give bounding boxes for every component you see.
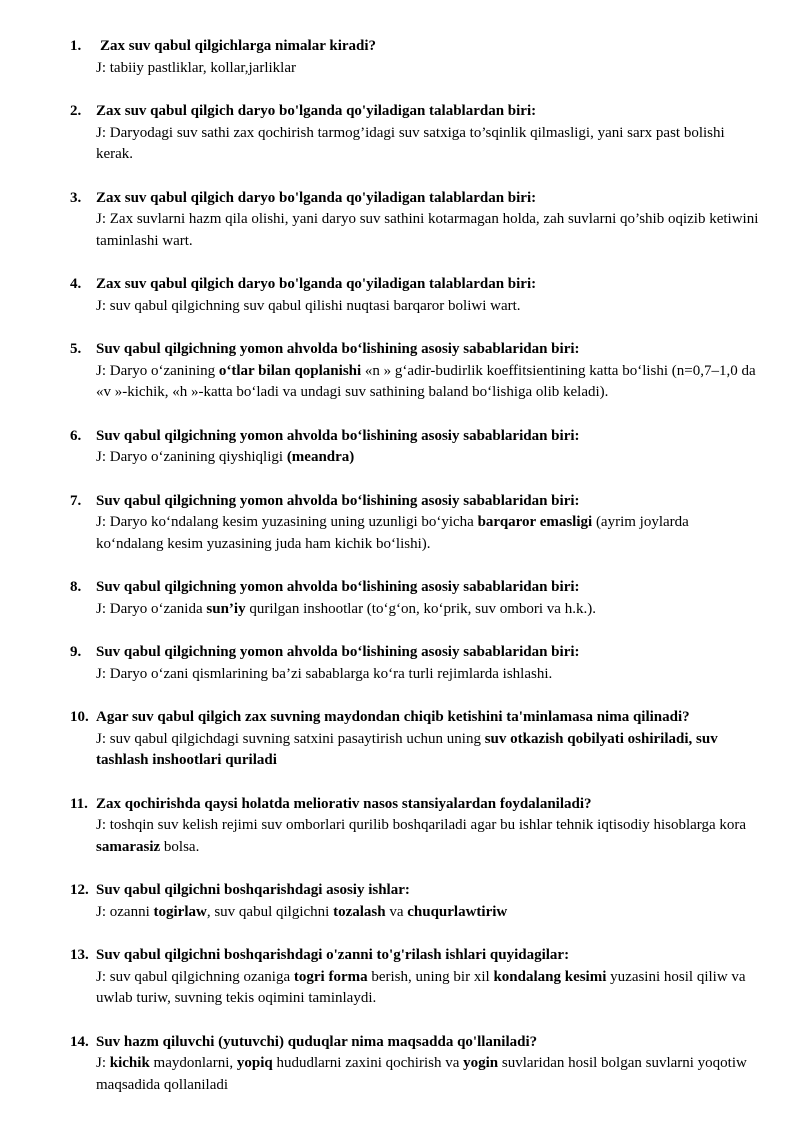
question-text: Suv qabul qilgichni boshqarishdagi o'zanni to'g'rilash ishlari quyidagilar: [96, 947, 570, 963]
question-text: Zax suv qabul qilgich daryo bo'lganda qo'yiladigan talablardan biri: [96, 103, 537, 119]
question-item [0, 945, 800, 1010]
answer-emphasis: kondalang kesimi [493, 968, 607, 985]
answer-emphasis: o‘tlar bilan qoplanishi [218, 362, 362, 379]
question-text: Zax suv qabul qilgich daryo bo'lganda qo'yiladigan talablardan biri: [96, 276, 537, 292]
answer-segment: berish, uning bir xil [367, 968, 494, 985]
question-number: 9. [70, 644, 82, 660]
answer-emphasis: sun’iy [206, 600, 246, 617]
question-number: 4. [70, 276, 82, 292]
question-item [0, 339, 800, 404]
answer-segment: bolsa. [160, 838, 200, 855]
answer-segment: J: Daryo o‘zanining qiyshiqligi [96, 449, 287, 465]
answer-segment: , suv qabul qilgichni [206, 903, 334, 920]
answer-segment: J: Daryo o‘zanida [96, 600, 207, 617]
answer-text [96, 664, 760, 686]
answer-text [96, 447, 760, 469]
question-item [0, 880, 800, 923]
answer-text [96, 58, 760, 80]
question-text: Suv qabul qilgichni boshqarishdagi asosiy ishlar: [96, 882, 410, 898]
answer-emphasis: yogin [463, 1055, 499, 1071]
answer-text [96, 361, 760, 404]
question-item [0, 1032, 800, 1097]
question-number: 2. [70, 103, 82, 119]
question-item [0, 577, 800, 620]
answer-segment: J: toshqin suv kelish rejimi suv omborlari qurilib boshqariladi agar bu ishlar tehnik iqtisodiy hisoblarga kora [96, 817, 747, 833]
question-item [0, 426, 800, 469]
answer-segment: J: ozanni [96, 903, 154, 920]
answer-segment: J: suv qabul qilgichning suv qabul qilishi nuqtasi barqaror boliwi wart. [96, 297, 521, 314]
question-item [0, 188, 800, 253]
answer-segment: J: Daryo o‘zanining [96, 362, 219, 379]
answer-text [96, 296, 760, 318]
question-text: Suv qabul qilgichning yomon ahvolda bo‘lishining asosiy sabablaridan biri: [96, 492, 580, 509]
question-item [0, 274, 800, 317]
question-item [0, 36, 800, 79]
answer-emphasis: kichik [109, 1055, 150, 1071]
answer-emphasis: togirlaw [153, 903, 207, 920]
question-number: 8. [70, 579, 82, 595]
answer-text [96, 902, 760, 924]
answer-emphasis: tozalash [333, 903, 386, 920]
answer-emphasis: togri forma [293, 968, 368, 985]
answer-emphasis: suv otkazish qobilyati oshiriladi, suv tashlash inshootlari quriladi [96, 730, 718, 768]
question-item [0, 794, 800, 859]
question-number: 5. [70, 341, 82, 357]
question-number: 10. [70, 709, 89, 725]
answer-segment: hududlarni zaxini qochirish va [272, 1055, 464, 1071]
answer-segment: J: Zax suvlarni hazm qila olishi, yani daryo suv sathini kotarmagan holda, zah suvlarni qo’shib oqizib ketiwini taminlashi wart. [96, 211, 759, 249]
question-text: Suv qabul qilgichning yomon ahvolda bo‘lishining asosiy sabablaridan biri: [96, 341, 580, 357]
question-text: Zax qochirishda qaysi holatda meliorativ nasos stansiyalardan foydalaniladi? [96, 795, 592, 812]
question-number: 6. [70, 427, 82, 444]
answer-segment: J: suv qabul qilgichning ozaniga [96, 968, 294, 985]
answer-text [96, 209, 760, 252]
answer-segment: J: Daryo ko‘ndalang kesim yuzasining uning uzunligi bo‘yicha [96, 514, 478, 530]
answer-segment: J: [96, 1055, 110, 1071]
question-text: Suv qabul qilgichning yomon ahvolda bo‘lishining asosiy sabablaridan biri: [96, 579, 580, 595]
answer-segment: J: tabiiy pastliklar, kollar,jarliklar [96, 59, 296, 76]
answer-emphasis: barqaror emasligi [477, 514, 593, 530]
answer-segment: va [385, 903, 408, 920]
question-item [0, 707, 800, 772]
question-text: Suv qabul qilgichning yomon ahvolda bo‘lishining asosiy sabablaridan biri: [96, 427, 580, 444]
question-text: Zax suv qabul qilgichlarga nimalar kiradi? [100, 38, 377, 54]
answer-text [96, 599, 760, 621]
question-item [0, 642, 800, 685]
answer-segment: maydonlarni, [149, 1055, 237, 1071]
question-number: 13. [70, 947, 89, 963]
answer-emphasis: yopiq [236, 1055, 273, 1071]
question-number: 7. [70, 492, 82, 509]
question-text: Suv qabul qilgichning yomon ahvolda bo‘lishining asosiy sabablaridan biri: [96, 644, 580, 660]
question-number: 12. [70, 882, 89, 898]
answer-segment: J: suv qabul qilgichdagi suvning satxini pasaytirish uchun uning [96, 730, 485, 747]
answer-text [96, 512, 760, 555]
answer-text [96, 729, 760, 772]
question-number: 11. [70, 795, 88, 812]
question-item [0, 101, 800, 166]
answer-segment: suvlaridan hosil bolgan suvlarni yoqotiw maqsadida qollaniladi [96, 1055, 747, 1093]
question-text: Suv hazm qiluvchi (yutuvchi) quduqlar nima maqsadda qo'llaniladi? [96, 1033, 538, 1050]
question-text: Agar suv qabul qilgich zax suvning maydondan chiqib ketishini ta'minlamasa nima qilinadi? [96, 709, 690, 725]
answer-segment: (ayrim joylarda ko‘ndalang kesim yuzasining juda ham kichik bo‘lishi). [96, 514, 689, 552]
answer-segment: yuzasini hosil qiliw va uwlab turiw, suvning tekis oqimini taminlaydi. [96, 968, 746, 1006]
question-number: 14. [70, 1033, 89, 1050]
answer-text [96, 967, 760, 1010]
answer-text [96, 1053, 760, 1096]
answer-text [96, 815, 760, 858]
question-item [0, 491, 800, 556]
answer-segment: «n » g‘adir-budirlik koeffitsientining katta bo‘lishi (n=0,7–1,0 da «v »-kichik, «h »-katta bo‘ladi va undagi suv sathining baland bo‘lishiga olib keladi). [96, 362, 756, 400]
answer-text [96, 123, 760, 166]
question-number: 1. [70, 38, 82, 54]
answer-emphasis: (meandra) [286, 449, 355, 465]
answer-emphasis: chuqurlawtiriw [407, 903, 508, 920]
question-number: 3. [70, 189, 82, 206]
question-list [0, 36, 800, 1118]
answer-segment: J: Daryodagi suv sathi zax qochirish tarmog’idagi suv satxiga to’sqinlik qilmasligi, yani sarx past bolishi kerak. [96, 124, 725, 162]
answer-segment: qurilgan inshootlar (to‘g‘on, ko‘prik, suv ombori va h.k.). [245, 600, 596, 617]
answer-emphasis: samarasiz [96, 838, 161, 855]
question-text: Zax suv qabul qilgich daryo bo'lganda qo'yiladigan talablardan biri: [96, 189, 537, 206]
answer-segment: J: Daryo o‘zani qismlarining ba’zi sabablarga ko‘ra turli rejimlarda ishlashi. [96, 665, 553, 682]
